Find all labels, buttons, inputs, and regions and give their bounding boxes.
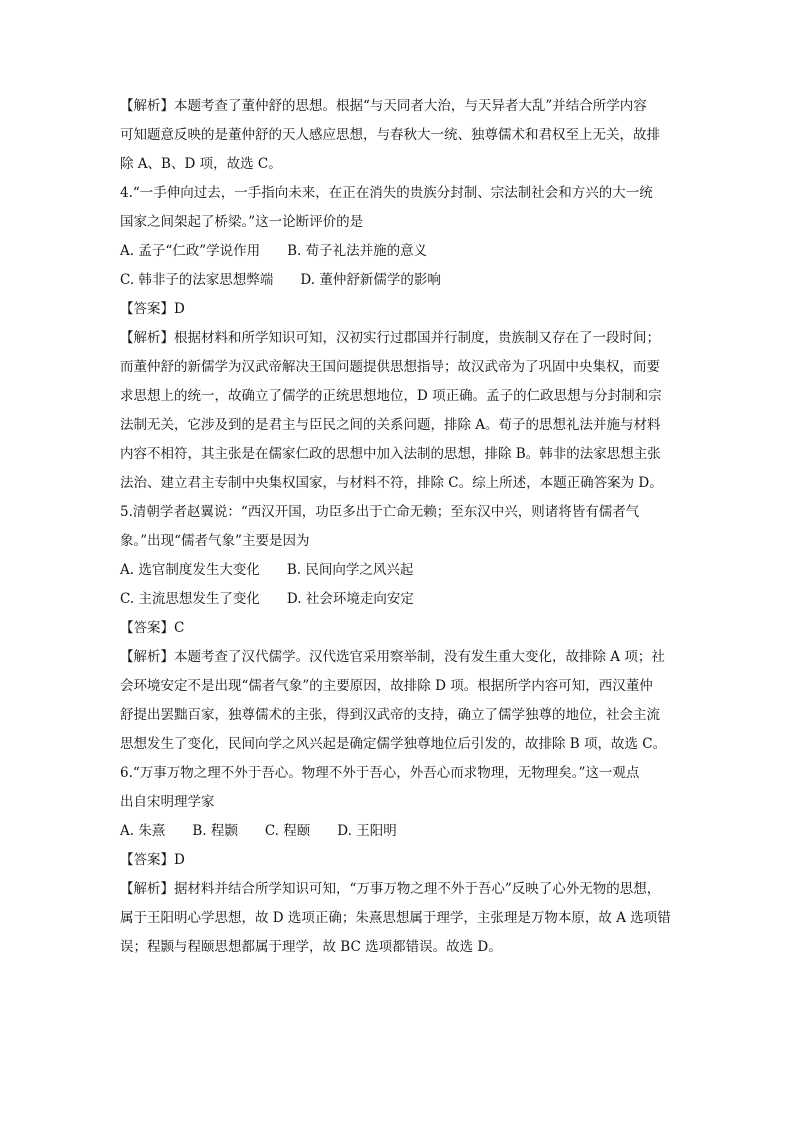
text-line: 5.清朝学者赵翼说：“西汉开国，功臣多出于亡命无赖；至东汉中兴，则诸将皆有儒者气 bbox=[120, 504, 640, 520]
question-5 bbox=[120, 502, 676, 551]
option-line: C. 韩非子的法家思想弊端 D. 董仲舒新儒学的影响 bbox=[120, 272, 441, 288]
option-line: C. 主流思想发生了变化 D. 社会环境走向安定 bbox=[120, 591, 414, 607]
answer-line: 【答案】D bbox=[120, 852, 185, 868]
text-line: 【解析】本题考查了汉代儒学。汉代选官采用察举制，没有发生重大变化，故排除 A 项；社 bbox=[120, 649, 665, 665]
q6-options bbox=[120, 821, 676, 841]
q4-options-ab bbox=[120, 241, 676, 261]
text-line: 【解析】据材料并结合所学知识可知，“万事万物之理不外于吾心”反映了心外无物的思想， bbox=[120, 881, 661, 897]
text-line: 可知题意反映的是董仲舒的天人感应思想，与春秋大一统、独尊儒术和君权至上无关，故排 bbox=[120, 127, 660, 143]
question-4 bbox=[120, 183, 676, 232]
answer-q5 bbox=[120, 618, 676, 638]
answer-line: 【答案】C bbox=[120, 620, 185, 636]
text-line: 思想发生了变化，民间向学之风兴起是确定儒学独尊地位后引发的，故排除 B 项，故选 C。 bbox=[120, 736, 667, 752]
option-line: A. 选官制度发生大变化 B. 民间向学之风兴起 bbox=[120, 562, 414, 578]
q5-options-cd bbox=[120, 589, 676, 609]
analysis-q3 bbox=[120, 96, 676, 174]
option-line: A. 孟子“仁政”学说作用 B. 荀子礼法并施的意义 bbox=[120, 243, 428, 259]
analysis-q5 bbox=[120, 647, 676, 754]
text-line: 属于王阳明心学思想，故 D 选项正确；朱熹思想属于理学，主张理是万物本原，故 A 选项错 bbox=[120, 910, 671, 926]
text-line: 4.“一手伸向过去，一手指向未来，在正在消失的贵族分封制、宗法制社会和方兴的大一统 bbox=[120, 185, 653, 201]
text-line: 会环境安定不是出现“儒者气象”的主要原因，故排除 D 项。根据所学内容可知，西汉董仲 bbox=[120, 678, 653, 694]
text-line: 6.“万事万物之理不外于吾心。物理不外于吾心，外吾心而求物理，无物理矣。”这一观点 bbox=[120, 765, 640, 781]
answer-q4 bbox=[120, 299, 676, 319]
text-line: 出自宋明理学家 bbox=[120, 794, 215, 810]
text-line: 除 A、B、D 项，故选 C。 bbox=[120, 156, 282, 172]
text-line: 内容不相符，其主张是在儒家仁政的思想中加入法制的思想，排除 B。韩非的法家思想主张 bbox=[120, 446, 661, 462]
answer-q6 bbox=[120, 850, 676, 870]
document-page bbox=[120, 96, 676, 966]
option-line: A. 朱熹 B. 程颢 C. 程颐 D. 王阳明 bbox=[120, 823, 397, 839]
text-line: 舒提出罢黜百家，独尊儒术的主张，得到汉武帝的支持，确立了儒学独尊的地位，社会主流 bbox=[120, 707, 660, 723]
q4-options-cd bbox=[120, 270, 676, 290]
analysis-q4 bbox=[120, 328, 676, 493]
text-line: 而董仲舒的新儒学为汉武帝解决王国问题提供思想指导；故汉武帝为了巩固中央集权，而要 bbox=[120, 359, 660, 375]
text-line: 法制无关，它涉及到的是君主与臣民之间的关系问题，排除 A。荀子的思想礼法并施与材料 bbox=[120, 417, 661, 433]
text-line: 求思想上的统一，故确立了儒学的正统思想地位，D 项正确。孟子的仁政思想与分封制和宗 bbox=[120, 388, 662, 404]
analysis-q6 bbox=[120, 879, 676, 957]
text-line: 【解析】本题考查了董仲舒的思想。根据“与天同者大治，与天异者大乱”并结合所学内容 bbox=[120, 98, 647, 114]
text-line: 法治、建立君主专制中央集权国家，与材料不符，排除 C。综上所述，本题正确答案为 D。 bbox=[120, 475, 663, 491]
text-line: 象。”出现“儒者气象”主要是因为 bbox=[120, 533, 310, 549]
q5-options-ab bbox=[120, 560, 676, 580]
text-line: 【解析】根据材料和所学知识可知，汉初实行过郡国并行制度，贵族制又存在了一段时间； bbox=[120, 330, 660, 346]
text-line: 国家之间架起了桥梁。”这一论断评价的是 bbox=[120, 214, 364, 230]
question-6 bbox=[120, 763, 676, 812]
answer-line: 【答案】D bbox=[120, 301, 185, 317]
text-line: 误；程颢与程颐思想都属于理学，故 BC 选项都错误。故选 D。 bbox=[120, 939, 502, 955]
